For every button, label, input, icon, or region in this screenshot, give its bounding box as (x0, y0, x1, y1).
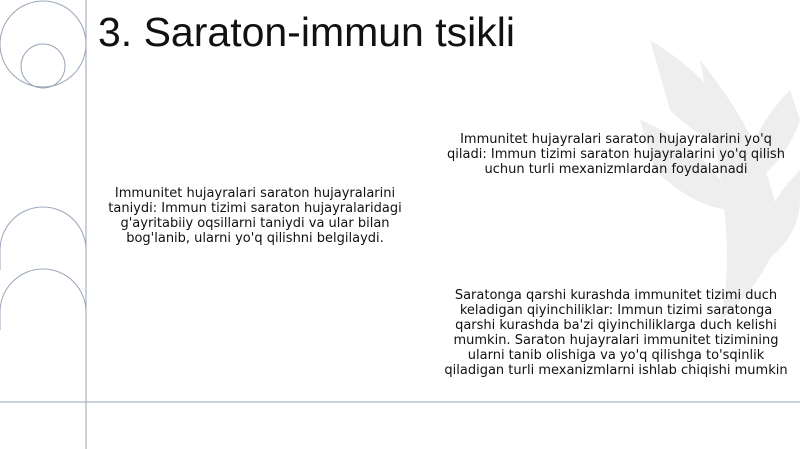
text-block-recognize: Immunitet hujayralari saraton hujayralarini taniydi: Immun tizimi saraton hujayralaridagi g'ayritabiiy oqsillarni taniydi va ular bilan bog'lanib, ularni yo'q qilishni belgilaydi. (108, 186, 402, 246)
slide-title: 3. Saraton-immun tsikli (98, 9, 515, 55)
text-block-destroy: Immunitet hujayralari saraton hujayralarini yo'q qiladi: Immun tizimi saraton hujayralarini yo'q qilish uchun turli mexanizmlardan foydalanadi (447, 132, 785, 177)
text-block-challenges: Saratonga qarshi kurashda immunitet tizimi duch keladigan qiyinchiliklar: Immun tizimi saratonga qarshi kurashda ba'zi qiyinchiliklarga duch kelishi mumkin. Saraton hujayralari immunitet tizimining ularni tanib olishiga va yo'q qilishga to'sqinlik qiladigan turli mexanizmlarni ishlab chiqishi mumkin (444, 288, 788, 378)
leaf-shadow-decoration (640, 40, 800, 320)
arch-lower (0, 269, 86, 330)
arch-upper (0, 207, 86, 449)
top-circle-inner (21, 44, 65, 88)
